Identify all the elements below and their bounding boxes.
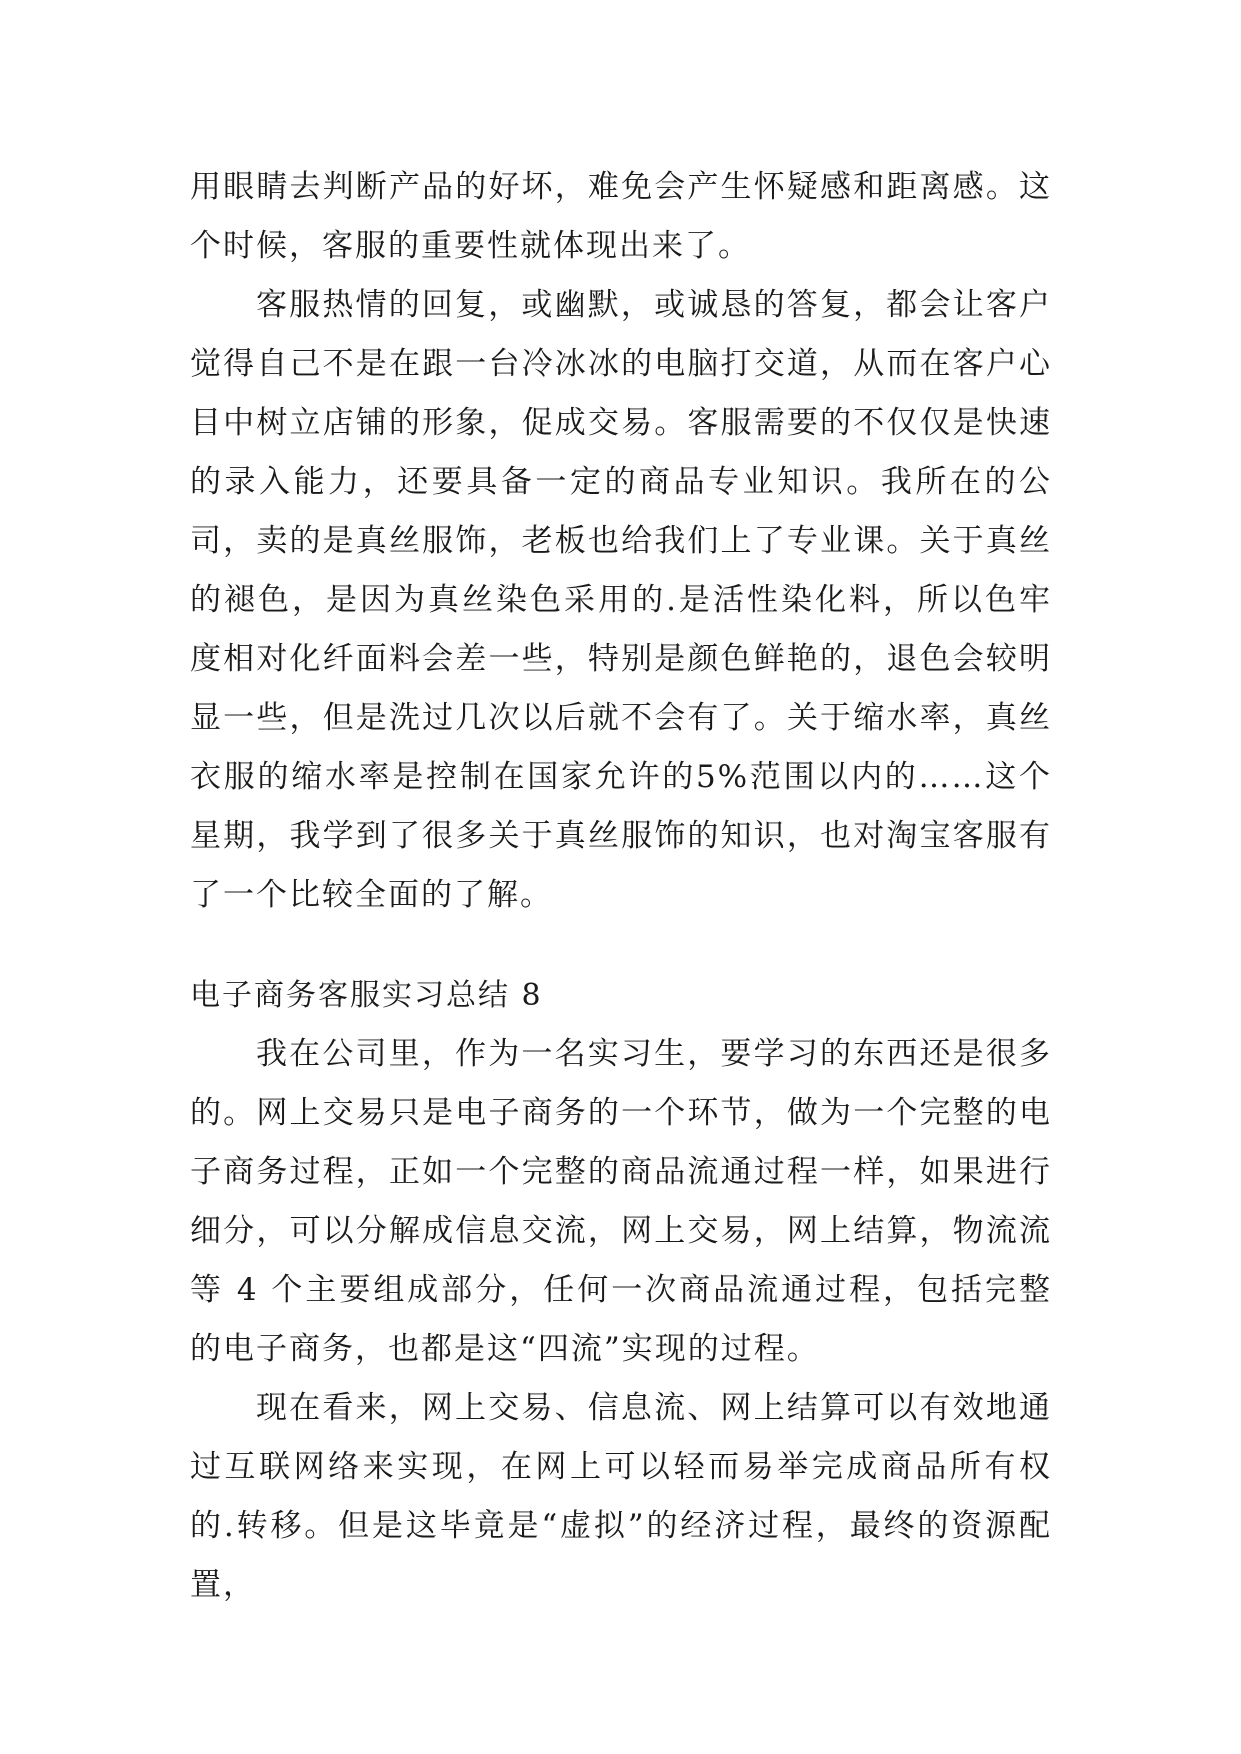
continued-paragraph: 用眼睛去判断产品的好坏，难免会产生怀疑感和距离感。这个时候，客服的重要性就体现出来了。 bbox=[190, 169, 1052, 264]
text-block-lower bbox=[190, 966, 1052, 1615]
paragraph-customer-service: 客服热情的回复，或幽默，或诚恳的答复，都会让客户觉得自己不是在跟一台冷冰冰的电脑打交道，从而在客户心目中树立店铺的形象，促成交易。客服需要的不仅仅是快速的录入能力，还要具备一定的商品专业知识。我所在的公司，卖的是真丝服饰，老板也给我们上了专业课。关于真丝的褪色，是因为真丝染色采用的.是活性染化料，所以色牢度相对化纤面料会差一些，特别是颜色鲜艳的，退色会较明显一些，但是洗过几次以后就不会有了。关于缩水率，真丝衣服的缩水率是控制在国家允许的5%范围以内的……这个星期，我学到了很多关于真丝服饰的知识，也对淘宝客服有了一个比较全面的了解。 bbox=[190, 287, 1052, 913]
section-heading: 电子商务客服实习总结 8 bbox=[190, 978, 543, 1013]
paragraph-internship: 我在公司里，作为一名实习生，要学习的东西还是很多的。网上交易只是电子商务的一个环节，做为一个完整的电子商务过程，正如一个完整的商品流通过程一样，如果进行细分，可以分解成信息交流，网上交易，网上结算，物流流等 4 个主要组成部分，任何一次商品流通过程，包括完整的电子商务，也都是这“四流”实现的过程。 bbox=[190, 1036, 1052, 1367]
text-block-upper bbox=[190, 158, 1052, 925]
paragraph-online-trade: 现在看来，网上交易、信息流、网上结算可以有效地通过互联网络来实现，在网上可以轻而易举完成商品所有权的.转移。但是这毕竟是“虚拟”的经济过程，最终的资源配置， bbox=[190, 1390, 1052, 1603]
